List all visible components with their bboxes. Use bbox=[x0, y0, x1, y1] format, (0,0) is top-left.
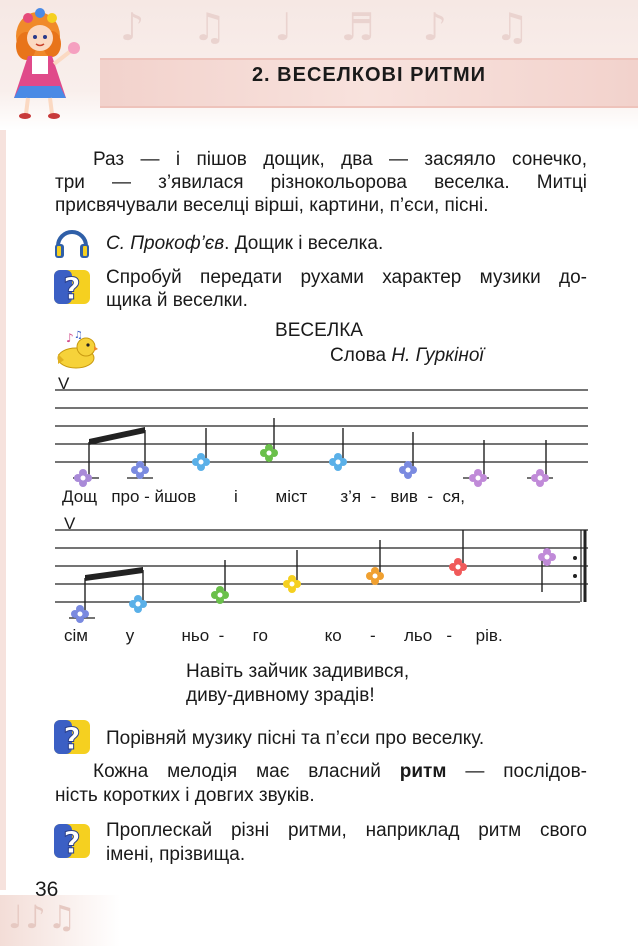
rhythm-term: ритм bbox=[399, 761, 447, 782]
task1-line-1: Спробуй передати рухами характер музики до- bbox=[106, 267, 587, 288]
song-author-name: Н. Гуркіної bbox=[391, 345, 484, 366]
task3-line-1: Проплескай різні ритми, наприклад ритм свого bbox=[106, 820, 587, 841]
breath-mark-2: V bbox=[64, 514, 76, 533]
question-mark-icon bbox=[52, 820, 92, 860]
intro-line-2: три — з’явилася різнокольорова веселка. Митці bbox=[55, 172, 587, 193]
svg-text:?: ? bbox=[63, 826, 81, 860]
header-music-decoration: ♪ ♫ ♩ ♬ ♪ ♫ bbox=[120, 5, 548, 49]
svg-text:♪: ♪ bbox=[66, 331, 74, 345]
rhythm-definition-line-1 bbox=[55, 760, 587, 783]
headphones-icon bbox=[52, 222, 92, 262]
question-mark-icon bbox=[52, 266, 92, 306]
listen-assignment bbox=[106, 232, 383, 255]
song-title: ВЕСЕЛКА bbox=[275, 320, 363, 341]
task1-line-2: щика й веселки. bbox=[106, 290, 248, 311]
rhythm-definition-before: Кожна мелодія має власний bbox=[93, 761, 400, 782]
task2-text: Порівняй музику пісні та п’єси про веселку. bbox=[106, 728, 485, 749]
girl-illustration bbox=[8, 6, 90, 121]
staff1-lyrics: Дощ про - йшов і міст з’я - вив - ся, bbox=[62, 487, 465, 506]
intro-line-1: Раз — і пішов дощик, два — засяяло сонечко, bbox=[93, 149, 587, 170]
svg-text:?: ? bbox=[63, 722, 81, 756]
music-staff-2 bbox=[55, 520, 588, 630]
question-mark-icon bbox=[52, 716, 92, 756]
svg-text:?: ? bbox=[63, 272, 81, 306]
rhythm-definition-line-2: ність коротких і довгих звуків. bbox=[55, 785, 315, 806]
page-number: 36 bbox=[35, 878, 59, 901]
song-author bbox=[330, 345, 484, 367]
composer-name: С. Прокоф’єв bbox=[106, 233, 225, 254]
staff2-lyrics: сім у ньо - го ко - льо - рів. bbox=[64, 626, 503, 645]
task3-line-2: імені, прізвища. bbox=[106, 844, 246, 865]
footer-music-decoration: ♩♪♫ bbox=[8, 898, 79, 936]
song-author-prefix: Слова bbox=[330, 345, 392, 366]
music-staff-1 bbox=[55, 380, 588, 490]
breath-mark-1: V bbox=[58, 374, 70, 393]
left-margin-bar bbox=[0, 130, 6, 890]
svg-text:♫: ♫ bbox=[74, 330, 83, 341]
work-title: . Дощик і веселка. bbox=[224, 233, 384, 254]
verse-line-1: Навіть зайчик задивився, bbox=[186, 661, 410, 682]
verse-line-2: диву-дивному зрадів! bbox=[186, 685, 375, 706]
intro-line-3: присвячували веселці вірші, картини, п’єси, пісні. bbox=[55, 195, 489, 216]
rhythm-definition-after: — послідов- bbox=[446, 761, 587, 782]
page-title: 2. ВЕСЕЛКОВІ РИТМИ bbox=[251, 64, 487, 86]
